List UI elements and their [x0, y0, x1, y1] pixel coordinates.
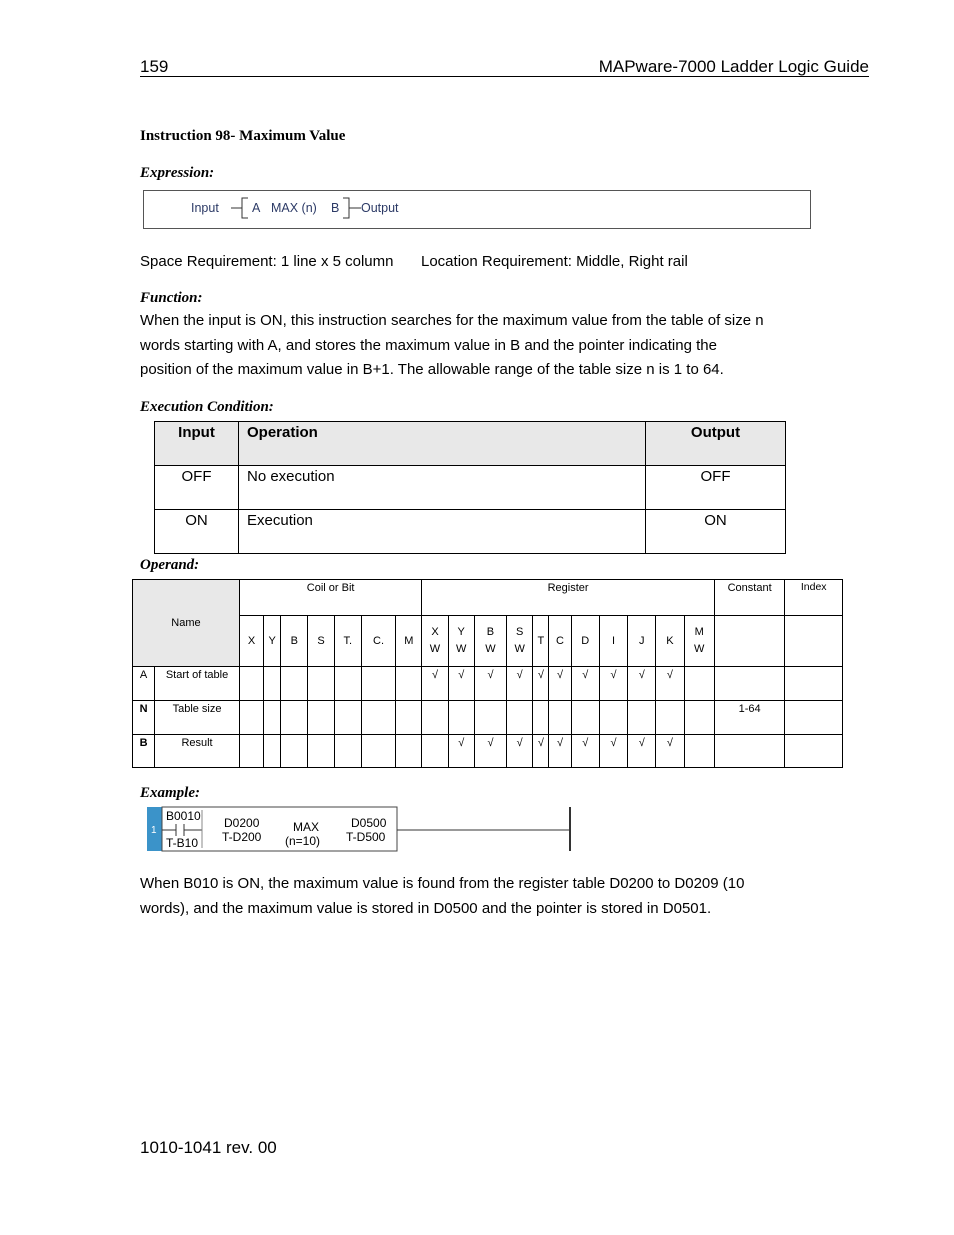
operand-key: B	[133, 735, 155, 768]
coil-col-header: T.	[334, 616, 361, 667]
register-cell: √	[628, 667, 656, 701]
table-row	[155, 466, 786, 510]
register-col-label: M	[694, 626, 704, 638]
expr-b: B	[331, 201, 340, 215]
register-col-header	[571, 616, 599, 667]
exec-header-output: Output	[646, 422, 786, 466]
coil-cell	[308, 735, 334, 768]
ladder-dest-tag: T-D500	[346, 830, 386, 844]
example-line: words), and the maximum value is stored in D0500 and the pointer is stored in D0501.	[140, 899, 712, 917]
page-number: 159	[140, 57, 169, 76]
ladder-source-register: D0200	[224, 816, 260, 830]
coil-cell	[396, 667, 422, 701]
register-cell: √	[549, 667, 571, 701]
instruction-title: Instruction 98- Maximum Value	[140, 128, 346, 144]
register-col-header	[507, 616, 533, 667]
exec-cell-operation: No execution	[239, 466, 646, 510]
register-cell	[656, 701, 684, 735]
register-col-header	[599, 616, 627, 667]
coil-cell	[281, 667, 308, 701]
register-col-header	[628, 616, 656, 667]
register-col-header	[656, 616, 684, 667]
register-cell: √	[628, 735, 656, 768]
register-col-label: Y	[457, 626, 465, 638]
coil-cell	[308, 667, 334, 701]
expr-output: Output	[361, 201, 399, 215]
coil-col-header: M	[396, 616, 422, 667]
example-line: When B010 is ON, the maximum value is found from the register table D0200 to D0209 (10	[140, 875, 745, 892]
register-cell: √	[474, 735, 506, 768]
register-cell: √	[599, 735, 627, 768]
expression-label: Expression:	[140, 165, 215, 181]
register-cell	[599, 701, 627, 735]
coil-col-header: X	[239, 616, 263, 667]
register-cell: √	[422, 667, 448, 701]
coil-col-header: Y	[264, 616, 281, 667]
coil-cell	[361, 735, 395, 768]
register-cell	[422, 735, 448, 768]
coil-cell	[264, 701, 281, 735]
register-col-label: C	[556, 634, 564, 647]
register-cell	[684, 701, 714, 735]
guide-title: MAPware-7000 Ladder Logic Guide	[598, 57, 869, 76]
register-cell: √	[599, 667, 627, 701]
exec-cell-input: OFF	[155, 466, 239, 510]
coil-cell	[239, 735, 263, 768]
example-paragraph	[140, 872, 744, 921]
coil-col-header: S	[308, 616, 334, 667]
register-col-header	[474, 616, 506, 667]
register-cell: √	[507, 735, 533, 768]
operand-column-row	[133, 616, 843, 667]
coil-cell	[264, 667, 281, 701]
constant-col-blank	[714, 616, 785, 667]
register-col-label: D	[581, 634, 590, 647]
expr-a: A	[252, 201, 261, 215]
expression-diagram	[143, 190, 811, 229]
register-col-label: W	[429, 643, 441, 655]
ladder-dest-register: D0500	[351, 816, 387, 830]
register-cell: √	[448, 735, 474, 768]
register-col-label: J	[638, 634, 645, 647]
register-col-label: W	[485, 643, 496, 655]
ladder-rung-number: 1	[151, 825, 157, 836]
coil-cell	[334, 701, 361, 735]
execution-table	[154, 421, 786, 554]
expr-max: MAX (n)	[271, 201, 317, 215]
register-cell	[684, 735, 714, 768]
register-col-header	[684, 616, 714, 667]
register-cell	[533, 701, 549, 735]
coil-cell	[361, 701, 395, 735]
ladder-source-tag: T-D200	[222, 830, 262, 844]
operand-key: A	[133, 667, 155, 701]
register-col-label: W	[456, 643, 467, 655]
exec-header-operation: Operation	[239, 422, 646, 466]
operand-name: Table size	[155, 701, 240, 735]
register-cell	[507, 701, 533, 735]
register-cell: √	[571, 667, 599, 701]
coil-group-header: Coil or Bit	[239, 580, 422, 616]
register-cell	[448, 701, 474, 735]
exec-cell-input: ON	[155, 510, 239, 554]
register-col-label: W	[693, 643, 705, 655]
register-cell	[474, 701, 506, 735]
register-col-label: K	[666, 634, 674, 647]
function-line: When the input is ON, this instruction searches for the maximum value from the table of size n	[140, 312, 764, 329]
header-rule	[140, 76, 869, 77]
constant-cell	[714, 667, 785, 701]
function-line: words starting with A, and stores the maximum value in B and the pointer indicating the	[140, 336, 717, 354]
coil-cell	[396, 735, 422, 768]
register-cell: √	[474, 667, 506, 701]
constant-cell: 1-64	[714, 701, 785, 735]
coil-cell	[281, 701, 308, 735]
footer-revision: 1010-1041 rev. 00	[140, 1138, 277, 1157]
register-cell	[422, 701, 448, 735]
index-cell	[785, 735, 843, 768]
function-line: position of the maximum value in B+1. The allowable range of the table size n is 1 to 64.	[140, 361, 724, 378]
ladder-svg	[146, 806, 576, 852]
register-col-label: T	[537, 634, 545, 647]
register-cell: √	[656, 667, 684, 701]
register-group-header: Register	[422, 580, 714, 616]
register-col-label: X	[431, 626, 439, 638]
register-col-label: W	[514, 643, 525, 655]
index-cell	[785, 701, 843, 735]
operand-table	[132, 579, 843, 768]
operand-key: N	[133, 701, 155, 735]
register-cell	[549, 701, 571, 735]
ladder-contact-address: B0010	[166, 809, 201, 823]
operand-label: Operand:	[140, 557, 200, 573]
coil-cell	[239, 701, 263, 735]
space-requirement: Space Requirement: 1 line x 5 column	[140, 253, 394, 270]
operand-group-row	[133, 580, 843, 616]
register-col-label: S	[516, 626, 524, 638]
exec-cell-operation: Execution	[239, 510, 646, 554]
register-col-header	[549, 616, 571, 667]
coil-cell	[361, 667, 395, 701]
index-cell	[785, 667, 843, 701]
coil-cell	[396, 701, 422, 735]
exec-cell-output: OFF	[646, 466, 786, 510]
operand-name: Start of table	[155, 667, 240, 701]
coil-cell	[264, 735, 281, 768]
coil-col-header: C.	[361, 616, 395, 667]
execution-header-row	[155, 422, 786, 466]
coil-col-header: B	[281, 616, 308, 667]
coil-cell	[239, 667, 263, 701]
register-cell: √	[533, 667, 549, 701]
function-label: Function:	[140, 290, 203, 306]
constant-header: Constant	[714, 580, 785, 616]
exec-cell-output: ON	[646, 510, 786, 554]
example-label: Example:	[140, 785, 200, 801]
coil-cell	[308, 701, 334, 735]
constant-cell	[714, 735, 785, 768]
register-cell: √	[507, 667, 533, 701]
expression-svg	[144, 191, 810, 228]
register-cell: √	[549, 735, 571, 768]
index-header: Index	[785, 580, 843, 616]
coil-cell	[334, 735, 361, 768]
table-row	[155, 510, 786, 554]
coil-cell	[281, 735, 308, 768]
execution-label: Execution Condition:	[140, 399, 274, 415]
exec-header-input: Input	[155, 422, 239, 466]
operand-name: Result	[155, 735, 240, 768]
coil-cell	[334, 667, 361, 701]
register-col-header	[422, 616, 448, 667]
register-cell: √	[448, 667, 474, 701]
example-ladder	[146, 806, 576, 852]
register-col-label: I	[611, 634, 615, 647]
expr-bracket-left	[242, 198, 248, 218]
table-row	[133, 667, 843, 701]
table-row	[133, 735, 843, 768]
register-cell: √	[533, 735, 549, 768]
expr-input: Input	[191, 201, 219, 215]
register-cell: √	[656, 735, 684, 768]
location-requirement: Location Requirement: Middle, Right rail	[421, 253, 688, 270]
table-row	[133, 701, 843, 735]
register-col-header	[448, 616, 474, 667]
index-col-blank	[785, 616, 843, 667]
function-paragraph	[140, 309, 764, 383]
register-cell	[684, 667, 714, 701]
register-col-label: B	[486, 626, 495, 638]
ladder-function: MAX	[293, 820, 320, 834]
register-col-header	[533, 616, 549, 667]
register-cell	[571, 701, 599, 735]
register-cell: √	[571, 735, 599, 768]
register-cell	[628, 701, 656, 735]
operand-name-header: Name	[133, 580, 240, 667]
ladder-n-param: (n=10)	[285, 834, 321, 848]
ladder-contact-tag: T-B10	[166, 836, 199, 850]
expr-bracket-right	[343, 198, 349, 218]
